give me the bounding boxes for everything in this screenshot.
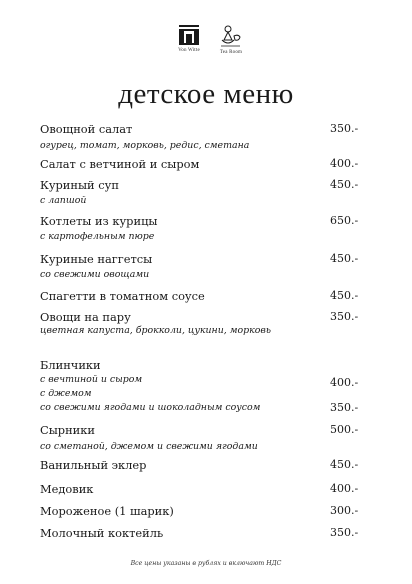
item-name: Спагетти в томатном соусе xyxy=(40,289,205,303)
item-price: 450.- xyxy=(330,289,359,302)
logo-bar xyxy=(0,24,412,66)
item-price: 450.- xyxy=(330,458,359,471)
variant-price: 400.- xyxy=(330,376,359,389)
item-price: 300.- xyxy=(330,504,359,517)
variant-desc: с вечтиной и сыром xyxy=(40,374,143,385)
item-name: Мороженое (1 шарик) xyxy=(40,504,174,518)
item-desc: со сметаной, джемом и свежими ягодами xyxy=(40,441,258,452)
item-price: 400.- xyxy=(330,482,359,495)
item-name: Овощи на пару xyxy=(40,310,131,324)
item-desc: с лапшой xyxy=(40,195,87,206)
item-name: Овощной салат xyxy=(40,122,133,136)
variant-desc: с джемом xyxy=(40,388,92,399)
item-price: 450.- xyxy=(330,252,359,265)
variant-desc: со свежими ягодами и шоколадным соусом xyxy=(40,402,261,413)
item-name: Куриный суп xyxy=(40,178,119,192)
logo-caption-von-witte: Von Witte xyxy=(178,48,200,53)
lady-with-teapot-icon xyxy=(218,24,244,48)
fireplace-icon xyxy=(178,24,200,46)
item-price: 350.- xyxy=(330,310,359,323)
item-price: 350.- xyxy=(330,122,359,135)
item-name: Котлеты из курицы xyxy=(40,214,158,228)
item-price: 400.- xyxy=(330,157,359,170)
item-desc: с картофельным пюре xyxy=(40,231,155,242)
price-note: Все цены указаны в рублях и включают НДС xyxy=(130,560,282,567)
logo-caption-tea-room: Tea Room xyxy=(219,50,243,55)
item-name: Ванильный эклер xyxy=(40,458,147,472)
variant-price: 350.- xyxy=(330,401,359,414)
item-desc: цветная капуста, брокколи, цукини, морковь xyxy=(40,325,271,336)
item-name: Салат с ветчиной и сыром xyxy=(40,157,200,171)
item-price: 500.- xyxy=(330,423,359,436)
tea-room-logo xyxy=(208,24,254,55)
item-name: Медовик xyxy=(40,482,94,496)
item-name: Молочный коктейль xyxy=(40,526,164,540)
item-desc: со свежими овощами xyxy=(40,269,150,280)
item-desc: огурец, томат, морковь, редис, сметана xyxy=(40,140,250,151)
item-name: Блинчики xyxy=(40,358,101,372)
von-witte-logo xyxy=(166,24,212,53)
item-price: 650.- xyxy=(330,214,359,227)
item-name: Сырники xyxy=(40,423,95,437)
item-price: 350.- xyxy=(330,526,359,539)
menu-title: детское меню xyxy=(118,78,294,110)
item-price: 450.- xyxy=(330,178,359,191)
item-name: Куриные наггетсы xyxy=(40,252,153,266)
